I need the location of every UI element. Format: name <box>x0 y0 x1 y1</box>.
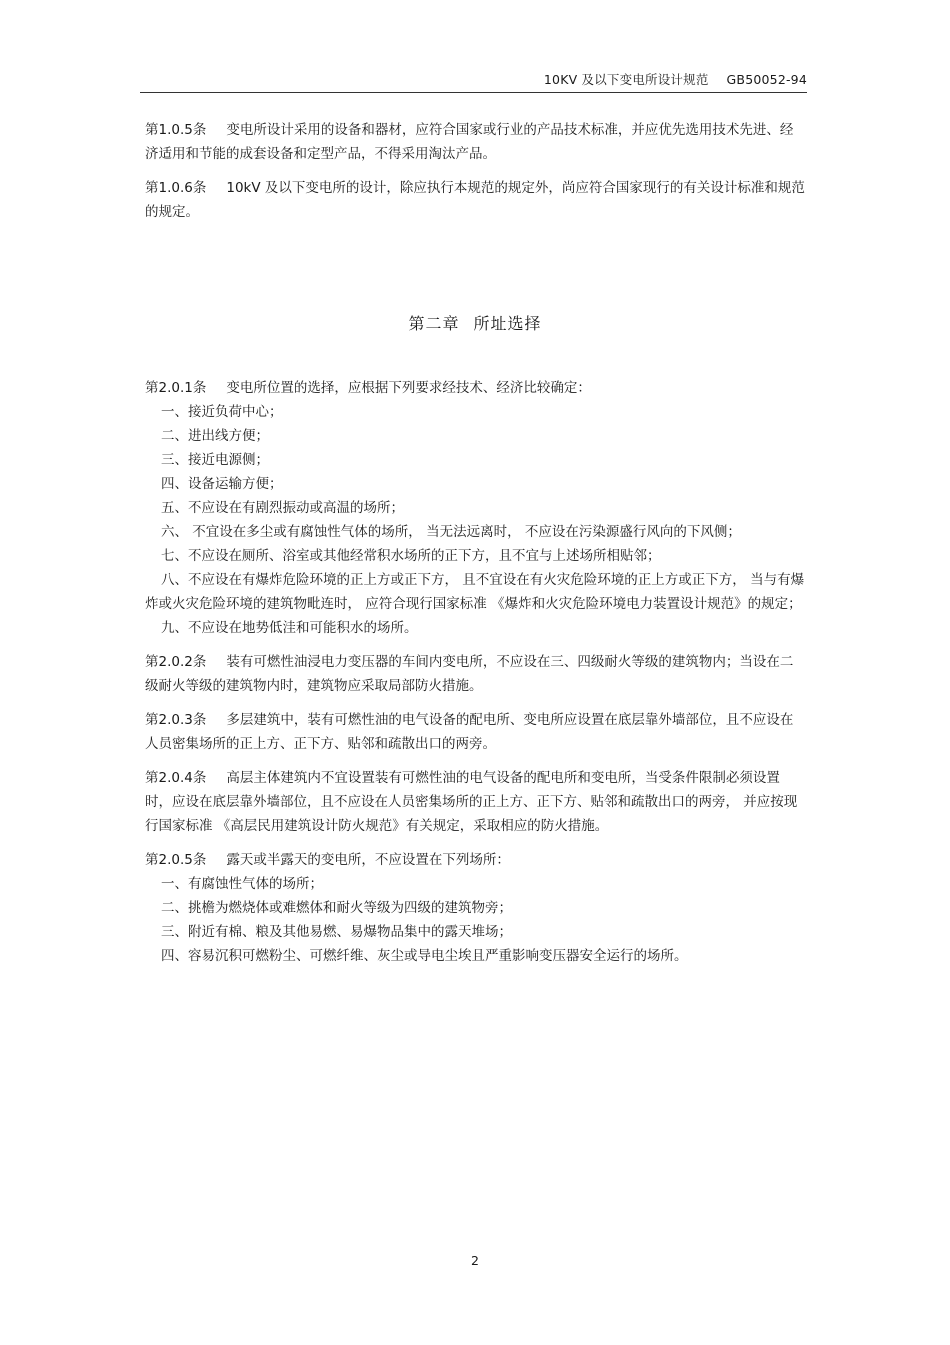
chapter-title <box>145 312 805 336</box>
clause-1-0-6 <box>145 176 805 224</box>
clause-2-0-1 <box>145 376 805 640</box>
list-item: 三、接近电源侧； <box>161 452 269 468</box>
list-item: 四、设备运输方便； <box>161 476 283 492</box>
list-item: 三、附近有棉、粮及其他易燃、易爆物品集中的露天堆场； <box>161 924 512 940</box>
clause-heading <box>145 848 805 872</box>
chapter-number: 第二章 <box>408 314 460 333</box>
clause-number: 第2.0.1条 <box>145 380 207 396</box>
list-item: 二、进出线方便； <box>161 428 269 444</box>
clause-text: 露天或半露天的变电所，不应设置在下列场所： <box>226 852 510 868</box>
clause-number: 第2.0.4条 <box>145 770 207 786</box>
page-number: 2 <box>471 1253 479 1268</box>
clause-2-0-2 <box>145 650 805 698</box>
clause-text: 多层建筑中，装有可燃性油的电气设备的配电所、变电所应设置在底层靠外墙部位，且不应设在人员密集场所的正上方、正下方、贴邻和疏散出口的两旁。 <box>145 712 794 752</box>
chapter-name: 所址选择 <box>473 314 542 333</box>
header-text <box>544 70 807 88</box>
clause-number: 第2.0.5条 <box>145 852 207 868</box>
clause-text: 变电所位置的选择，应根据下列要求经技术、经济比较确定： <box>226 380 591 396</box>
header-code: GB50052-94 <box>726 72 807 87</box>
clause-text: 高层主体建筑内不宜设置装有可燃性油的电气设备的配电所和变电所，当受条件限制必须设置时，应设在底层靠外墙部位，且不应设在人员密集场所的正上方、正下方、贴邻和疏散出口的两旁， 并应按现行国家标准 《高层民用建筑设计防火规范》有关规定，采取相应的防火措施。 <box>145 770 798 834</box>
list-item: 七、不应设在厕所、浴室或其他经常积水场所的正下方，且不宜与上述场所相贴邻； <box>161 548 661 564</box>
list-item: 九、不应设在地势低洼和可能积水的场所。 <box>161 620 418 636</box>
page-header <box>140 70 807 93</box>
clause-text: 装有可燃性油浸电力变压器的车间内变电所，不应设在三、四级耐火等级的建筑物内；当设在二级耐火等级的建筑物内时，建筑物应采取局部防火措施。 <box>145 654 794 694</box>
clause-2-0-4 <box>145 766 805 838</box>
clause-number: 第1.0.5条 <box>145 122 207 138</box>
clause-number: 第1.0.6条 <box>145 180 207 196</box>
clause-text: 变电所设计采用的设备和器材，应符合国家或行业的产品技术标准，并应优先选用技术先进、经济适用和节能的成套设备和定型产品，不得采用淘汰产品。 <box>145 122 794 162</box>
list-item: 六、 不宜设在多尘或有腐蚀性气体的场所， 当无法远离时， 不应设在污染源盛行风向的下风侧； <box>161 524 741 540</box>
clause-number: 第2.0.2条 <box>145 654 207 670</box>
list-item: 二、挑檐为燃烧体或难燃体和耐火等级为四级的建筑物旁； <box>161 900 512 916</box>
clause-2-0-5 <box>145 848 805 968</box>
clause-1-0-5 <box>145 118 805 166</box>
document-body <box>145 118 805 978</box>
clause-number: 第2.0.3条 <box>145 712 207 728</box>
clause-text: 10kV 及以下变电所的设计，除应执行本规范的规定外，尚应符合国家现行的有关设计标准和规范的规定。 <box>145 180 805 220</box>
clause-heading <box>145 376 805 400</box>
clause-2-0-3 <box>145 708 805 756</box>
header-title: 10KV 及以下变电所设计规范 <box>543 72 709 87</box>
list-item: 四、容易沉积可燃粉尘、可燃纤维、灰尘或导电尘埃且严重影响变压器安全运行的场所。 <box>161 948 688 964</box>
list-item: 一、有腐蚀性气体的场所； <box>161 876 323 892</box>
list-item: 八、不应设在有爆炸危险环境的正上方或正下方， 且不宜设在有火灾危险环境的正上方或正下方， 当与有爆炸或火灾危险环境的建筑物毗连时， 应符合现行国家标准 《爆炸和火灾危险环境电力装置设计规范》的规定； <box>145 572 805 612</box>
list-item: 五、不应设在有剧烈振动或高温的场所； <box>161 500 404 516</box>
list-item: 一、接近负荷中心； <box>161 404 283 420</box>
